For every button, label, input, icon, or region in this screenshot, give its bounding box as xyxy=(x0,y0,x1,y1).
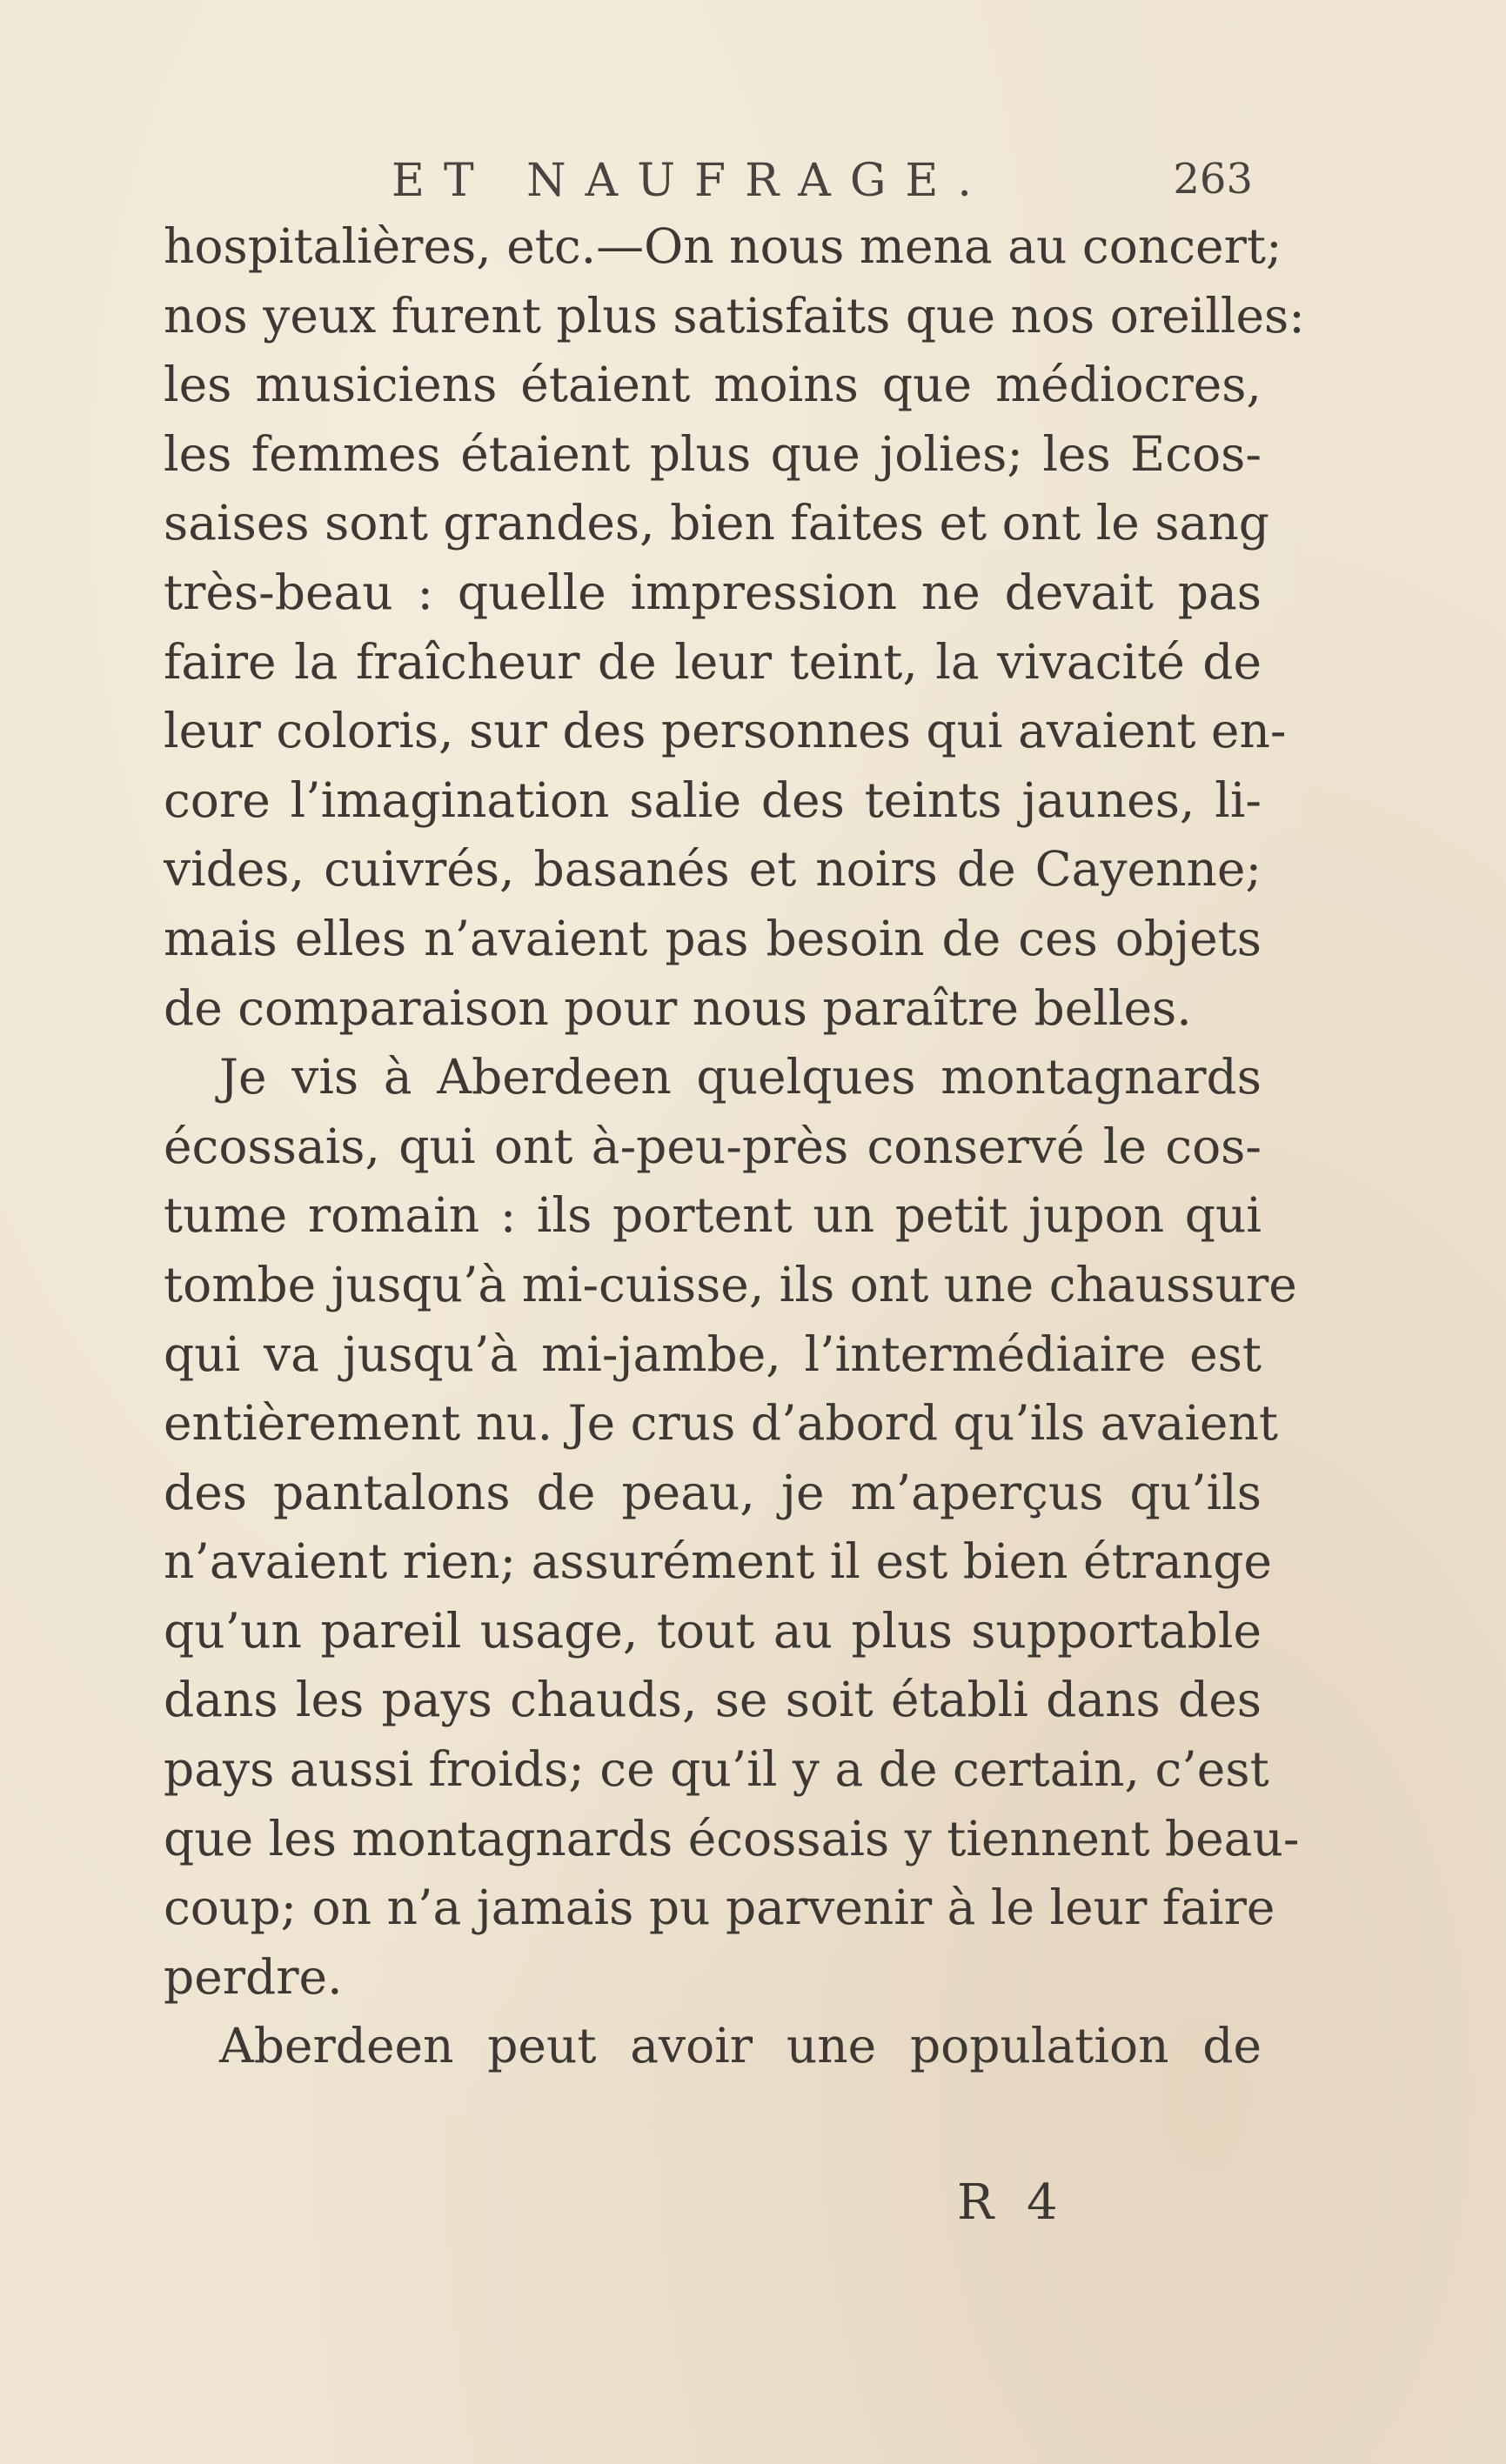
text-line: mais elles n’avaient pas besoin de ces objets xyxy=(164,910,1262,966)
text-line: nos yeux furent plus satisfaits que nos oreilles: xyxy=(164,287,1305,344)
text-line: tume romain : ils portent un petit jupon qui xyxy=(164,1187,1262,1244)
text-line: qu’un pareil usage, tout au plus supportable xyxy=(164,1602,1262,1659)
text-line: core l’imagination salie des teints jaunes, li- xyxy=(164,771,1262,828)
running-title: ET NAUFRAGE. xyxy=(392,155,991,207)
page-number: 263 xyxy=(1173,155,1253,204)
text-line: pays aussi froids; ce qu’il y a de certain, c’est xyxy=(164,1741,1269,1798)
text-line: très-beau : quelle impression ne devait pas xyxy=(164,564,1262,620)
text-line: dans les pays chauds, se soit établi dans des xyxy=(164,1672,1262,1728)
text-line: les musiciens étaient moins que médiocres, xyxy=(164,357,1262,413)
text-line: perdre. xyxy=(164,1948,343,2005)
paragraph-start-line: Je vis à Aberdeen quelques montagnards xyxy=(219,1049,1262,1105)
signature-mark: R 4 xyxy=(957,2174,1067,2231)
text-line: hospitalières, etc.—On nous mena au concert; xyxy=(164,218,1282,274)
text-line: écossais, qui ont à-peu-près conservé le cos- xyxy=(164,1118,1262,1174)
text-line: entièrement nu. Je crus d’abord qu’ils avaient xyxy=(164,1395,1278,1452)
text-line: qui va jusqu’à mi-jambe, l’intermédiaire est xyxy=(164,1325,1262,1382)
paragraph-start-line: Aberdeen peut avoir une population de xyxy=(219,2018,1262,2074)
text-line: les femmes étaient plus que jolies; les Ecos- xyxy=(164,425,1262,482)
running-head xyxy=(165,155,1253,216)
text-line: des pantalons de peau, je m’aperçus qu’ils xyxy=(164,1464,1262,1520)
text-line: vides, cuivrés, basanés et noirs de Cayenne; xyxy=(164,841,1262,898)
text-line: que les montagnards écossais y tiennent beau- xyxy=(164,1810,1300,1866)
text-line: saises sont grandes, bien faites et ont le sang xyxy=(164,495,1269,551)
body-text xyxy=(164,212,1305,2081)
text-line: faire la fraîcheur de leur teint, la vivacité de xyxy=(164,633,1262,690)
text-line: coup; on n’a jamais pu parvenir à le leur faire xyxy=(164,1880,1275,1936)
text-line: leur coloris, sur des personnes qui avaient en- xyxy=(164,703,1287,759)
text-line: tombe jusqu’à mi-cuisse, ils ont une chaussure xyxy=(164,1256,1297,1312)
text-line: n’avaient rien; assurément il est bien étrange xyxy=(164,1533,1272,1590)
text-line: de comparaison pour nous paraître belles. xyxy=(164,979,1192,1036)
